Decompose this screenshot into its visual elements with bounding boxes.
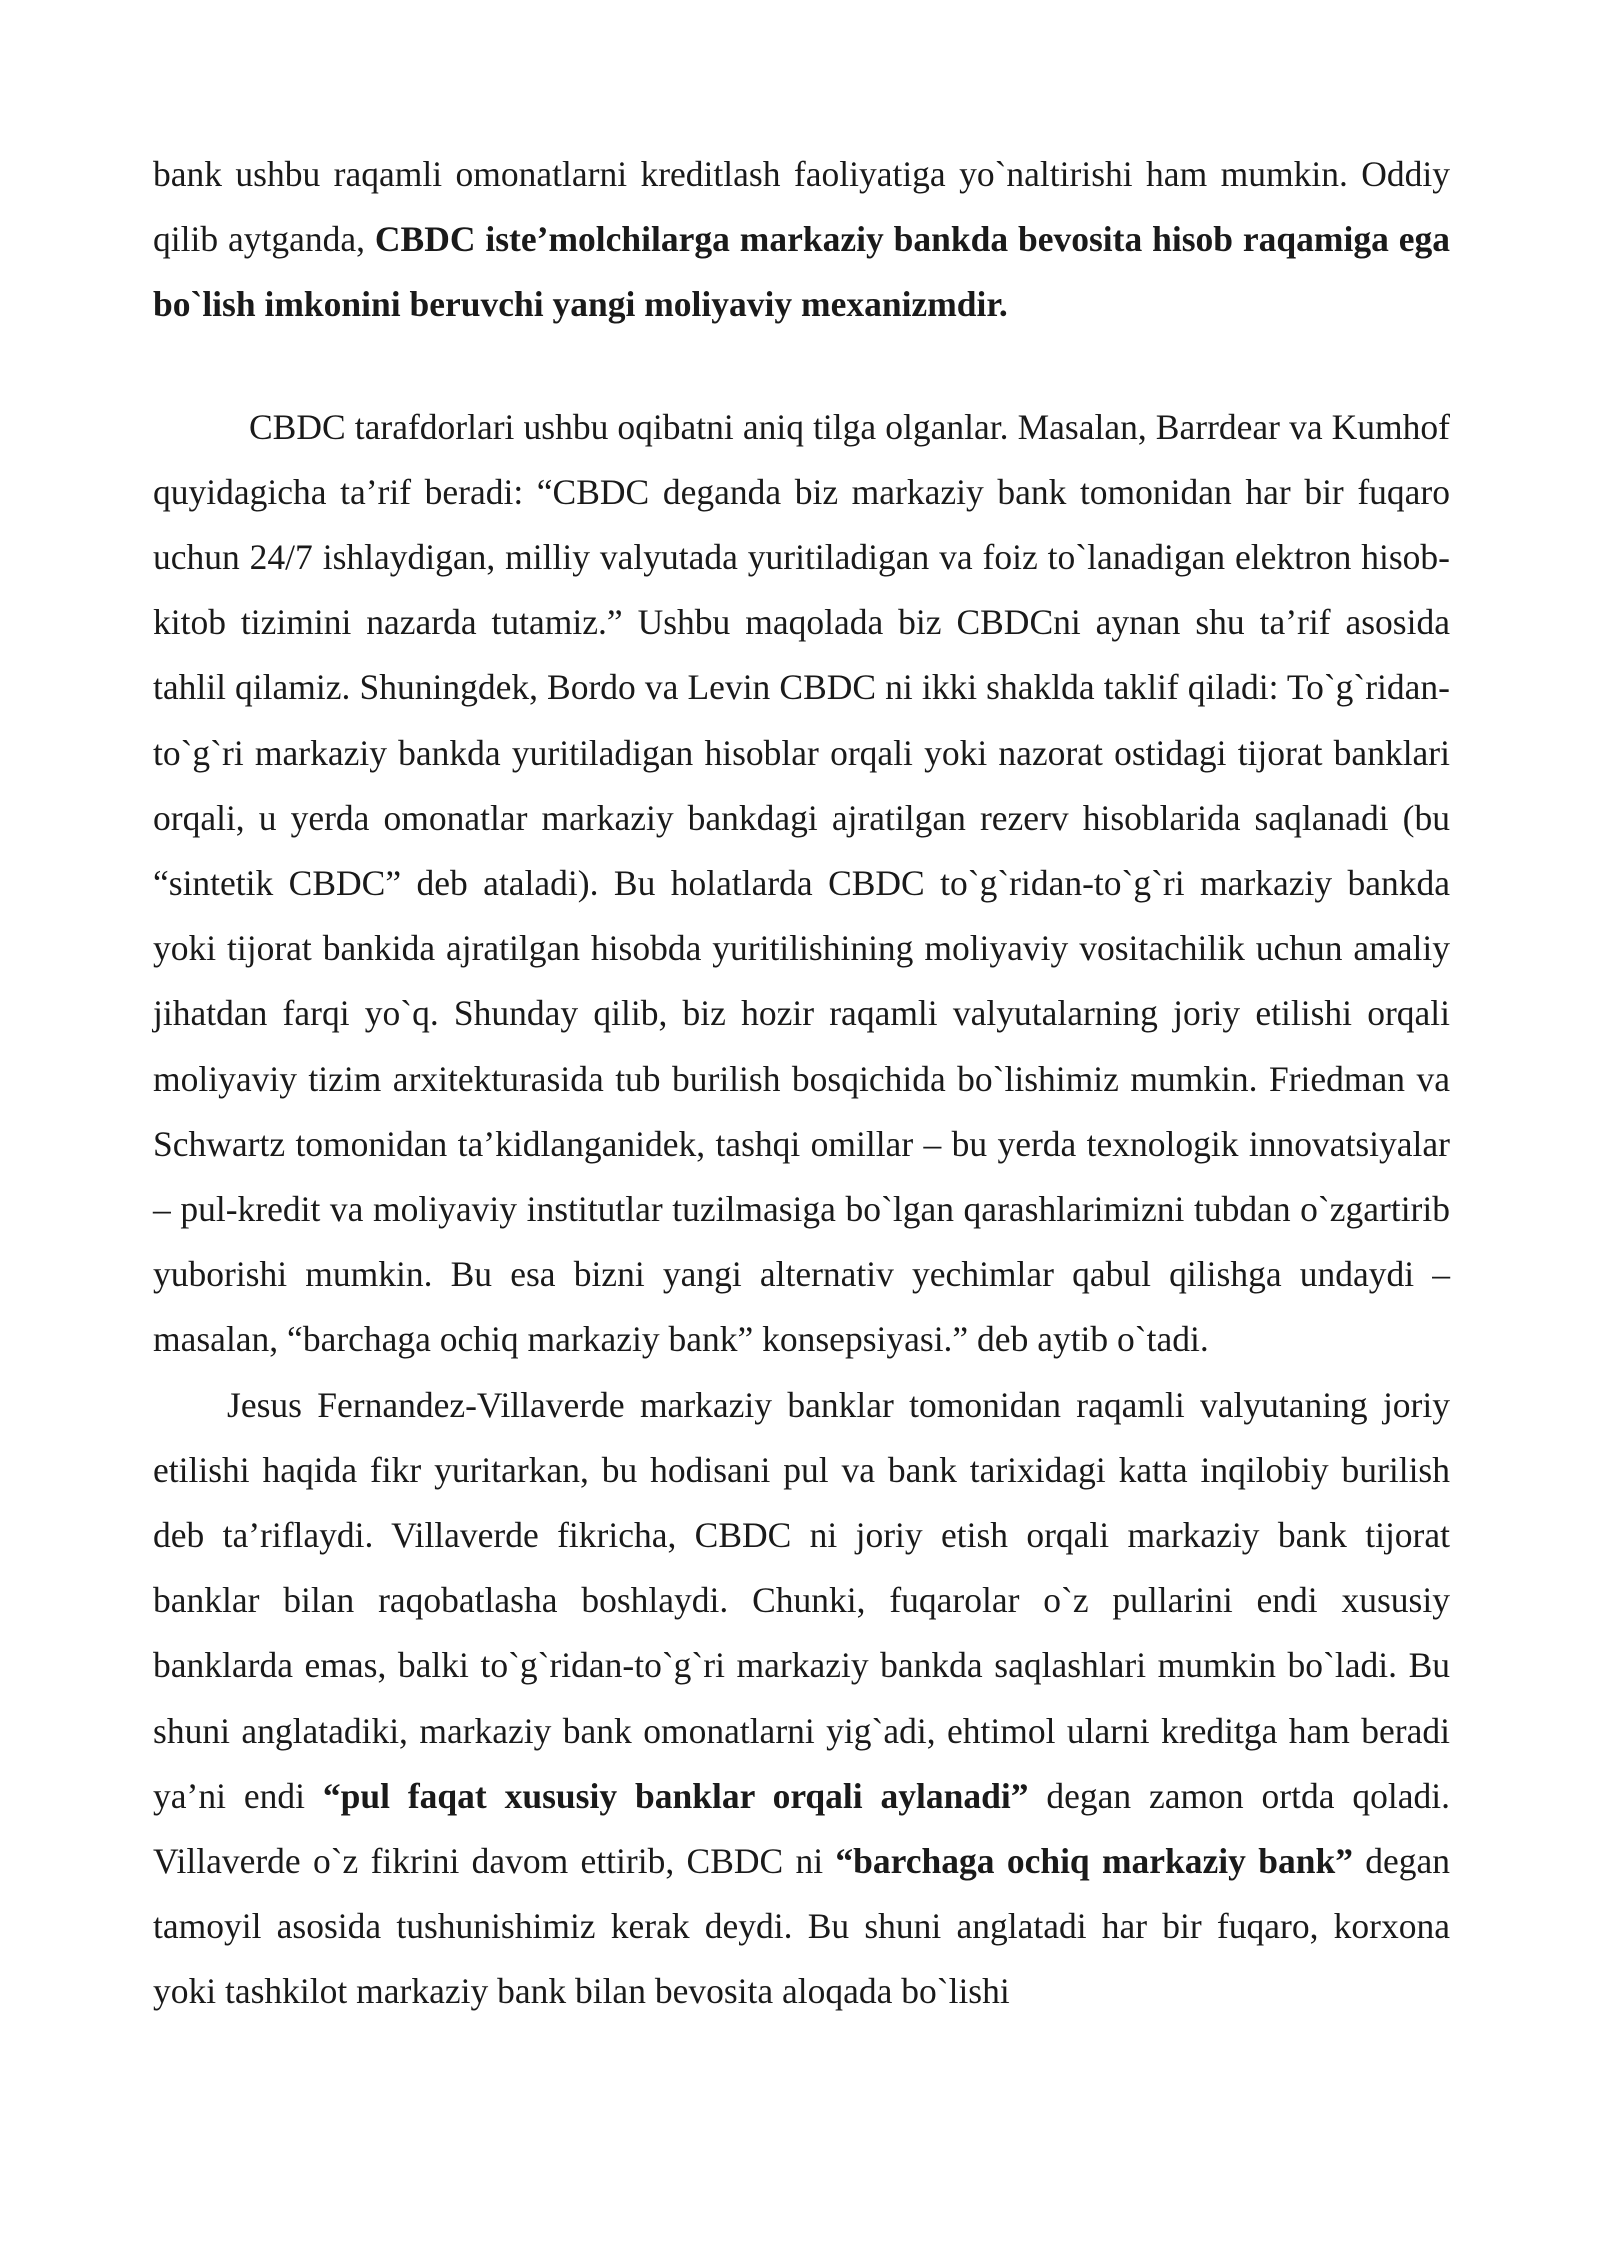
paragraph-1-bold-definition: CBDC iste’molchilarga markaziy bankda bevosita hisob raqamiga ega bo`lish imkonini beruvchi yangi moliyaviy mexanizmdir. xyxy=(153,219,1450,325)
paragraph-3-text-a: Jesus Fernandez-Villaverde markaziy banklar tomonidan raqamli valyutaning joriy etilishi haqida fikr yuritarkan, bu hodisani pul va bank tarixidagi katta inqilobiy burilish deb ta’riflaydi. Villaverde fikricha, CBDC ni joriy etish orqali markaziy bank tijorat banklar bilan raqobatlasha boshlaydi. Chunki, fuqarolar o`z pullarini endi xususiy banklarda emas, balki to`g`ridan-to`g`ri markaziy bankda saqlashlari mumkin bo`ladi. Bu shuni anglatadiki, markaziy bank omonatlarni yig`adi, ehtimol ularni kreditga ham beradi ya’ni endi xyxy=(153,1384,1450,1816)
paragraph-2 xyxy=(153,395,1450,1373)
paragraph-3-text-c: degan tamoyil asosida tushunishimiz kerak deydi. Bu shuni anglatadi har bir fuqaro, korxona yoki tashkilot markaziy bank bilan bevosita aloqada bo`lishi xyxy=(153,1841,1451,2012)
paragraph-3 xyxy=(153,1373,1450,2025)
paragraph-1 xyxy=(153,142,1450,338)
paragraph-1-text: bank ushbu raqamli omonatlarni kreditlash faoliyatiga yo`naltirishi ham mumkin. Oddiy qilib aytganda, xyxy=(153,154,1450,260)
paragraph-2-text: CBDC tarafdorlari ushbu oqibatni aniq tilga olganlar. Masalan, Barrdear va Kumhof quyidagicha ta’rif beradi: “CBDC deganda biz markaziy bank tomonidan har bir fuqaro uchun 24/7 ishlaydigan, milliy valyutada yuritiladigan va foiz to`lanadigan elektron hisob-kitob tizimini nazarda tutamiz.” Ushbu maqolada biz CBDCni aynan shu ta’rif asosida tahlil qilamiz. Shuningdek, Bordo va Levin CBDC ni ikki shaklda taklif qiladi: To`g`ridan-to`g`ri markaziy bankda yuritiladigan hisoblar orqali yoki nazorat ostidagi tijorat banklari orqali, u yerda omonatlar markaziy bankdagi ajratilgan rezerv hisoblarida saqlanadi (bu “sintetik CBDC” deb ataladi). Bu holatlarda CBDC to`g`ridan-to`g`ri markaziy bankda yoki tijorat bankida ajratilgan hisobda yuritilishining moliyaviy vositachilik uchun amaliy jihatdan farqi yo`q. Shunday qilib, biz hozir raqamli valyutalarning joriy etilishi orqali moliyaviy tizim arxitekturasida tub burilish bosqichida bo`lishimiz mumkin. Friedman va Schwartz tomonidan ta’kidlanganidek, tashqi omillar – bu yerda texnologik innovatsiyalar – pul-kredit va moliyaviy institutlar tuzilmasiga bo`lgan qarashlarimizni tubdan o`zgartirib yuborishi mumkin. Bu esa bizni yangi alternativ yechimlar qabul qilishga undaydi – masalan, “barchaga ochiq markaziy bank” konsepsiyasi.” deb aytib o`tadi. xyxy=(153,406,1450,1360)
body-text xyxy=(153,142,1450,2025)
paragraph-3-text-b: degan zamon ortda qoladi. Villaverde o`z fikrini davom ettirib, CBDC ni xyxy=(153,1775,1450,1882)
paragraph-3-bold-quote-1: “pul faqat xususiy banklar orqali aylanadi” xyxy=(322,1775,1029,1816)
paragraph-3-bold-quote-2: “barchaga ochiq markaziy bank” xyxy=(835,1841,1353,1882)
